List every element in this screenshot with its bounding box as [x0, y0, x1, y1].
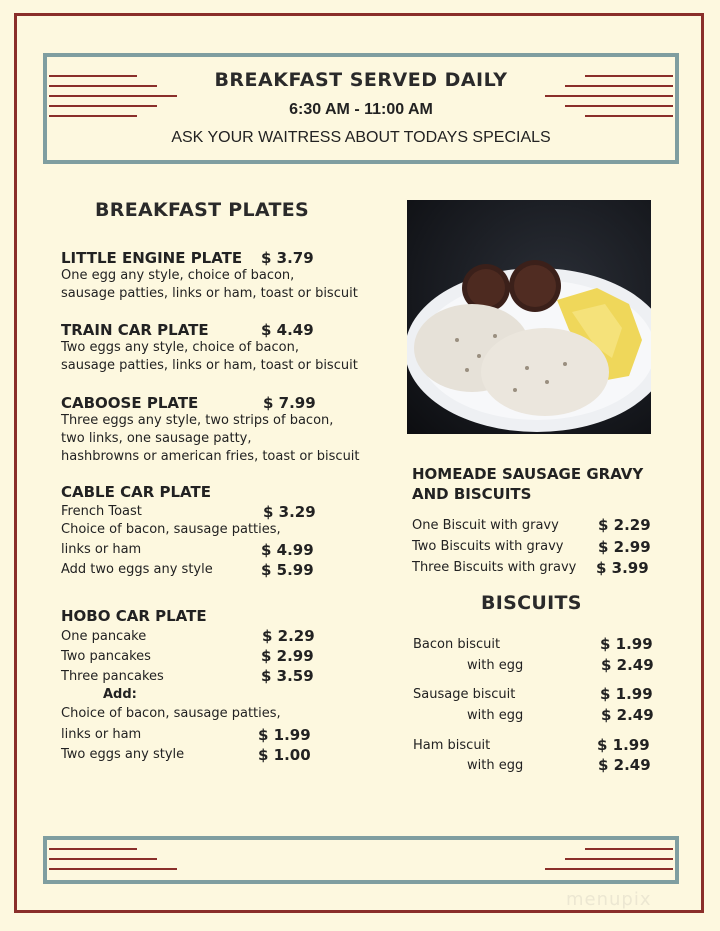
train-car-name: TRAIN CAR PLATE: [61, 321, 209, 339]
header-hours: 6:30 AM - 11:00 AM: [289, 101, 433, 118]
little-engine-desc-2: sausage patties, links or ham, toast or biscuit: [61, 286, 358, 301]
ham-biscuit-price: $ 1.99: [597, 736, 650, 754]
hobo-car-price-6: $ 1.00: [258, 746, 311, 764]
hobo-car-line-1: One pancake: [61, 629, 147, 644]
bacon-biscuit-label: Bacon biscuit: [413, 637, 501, 652]
food-photo-illustration: [407, 200, 651, 434]
hobo-car-price-5: $ 1.99: [258, 726, 311, 744]
cable-car-price-4: $ 5.99: [261, 561, 314, 579]
hobo-car-line-3: Three pancakes: [61, 669, 164, 684]
gravy-line-2: Two Biscuits with gravy: [412, 539, 564, 554]
train-car-price: $ 4.49: [261, 321, 314, 339]
breakfast-plates-title: BREAKFAST PLATES: [95, 199, 309, 221]
caboose-price: $ 7.99: [263, 394, 316, 412]
gravy-title-1: HOMEADE SAUSAGE GRAVY: [412, 465, 644, 483]
cable-car-price-1: $ 3.29: [263, 503, 316, 521]
hobo-car-line-6: Two eggs any style: [61, 747, 185, 762]
footer-lines-right: [545, 848, 673, 878]
food-photo: [407, 200, 651, 434]
sausage-biscuit-price: $ 1.99: [600, 685, 653, 703]
watermark: menupix: [566, 889, 652, 910]
caboose-desc-2: two links, one sausage patty,: [61, 431, 252, 446]
cable-car-name: CABLE CAR PLATE: [61, 483, 211, 501]
ham-biscuit-label: Ham biscuit: [413, 738, 491, 753]
gravy-price-3: $ 3.99: [596, 559, 649, 577]
gravy-price-1: $ 2.29: [598, 516, 651, 534]
caboose-desc-1: Three eggs any style, two strips of bacon,: [61, 413, 334, 428]
cable-car-line-2: Choice of bacon, sausage patties,: [61, 522, 281, 537]
little-engine-desc-1: One egg any style, choice of bacon,: [61, 268, 295, 283]
little-engine-price: $ 3.79: [261, 249, 314, 267]
header-banner: [43, 53, 679, 164]
cable-car-price-3: $ 4.99: [261, 541, 314, 559]
ham-biscuit-egg-price: $ 2.49: [598, 756, 651, 774]
hobo-car-price-1: $ 2.29: [262, 627, 315, 645]
footer-banner: [43, 836, 679, 884]
footer-lines-left: [49, 848, 177, 878]
train-car-desc-1: Two eggs any style, choice of bacon,: [61, 340, 299, 355]
sausage-biscuit-egg-label: with egg: [467, 708, 524, 723]
gravy-line-1: One Biscuit with gravy: [412, 518, 559, 533]
cable-car-line-3: links or ham: [61, 542, 142, 557]
hobo-car-price-3: $ 3.59: [261, 667, 314, 685]
hobo-car-line-2: Two pancakes: [61, 649, 151, 664]
cable-car-line-4: Add two eggs any style: [61, 562, 213, 577]
caboose-name: CABOOSE PLATE: [61, 394, 199, 412]
bacon-biscuit-egg-label: with egg: [467, 658, 524, 673]
biscuits-title: BISCUITS: [481, 592, 582, 614]
hobo-car-price-2: $ 2.99: [261, 647, 314, 665]
sausage-biscuit-label: Sausage biscuit: [413, 687, 516, 702]
caboose-desc-3: hashbrowns or american fries, toast or biscuit: [61, 449, 360, 464]
hobo-car-line-4: Choice of bacon, sausage patties,: [61, 706, 281, 721]
hobo-car-name: HOBO CAR PLATE: [61, 607, 207, 625]
gravy-line-3: Three Biscuits with gravy: [412, 560, 577, 575]
little-engine-name: LITTLE ENGINE PLATE: [61, 249, 243, 267]
ham-biscuit-egg-label: with egg: [467, 758, 524, 773]
gravy-title-2: AND BISCUITS: [412, 485, 532, 503]
bacon-biscuit-egg-price: $ 2.49: [601, 656, 654, 674]
gravy-price-2: $ 2.99: [598, 538, 651, 556]
cable-car-line-1: French Toast: [61, 504, 142, 519]
hobo-car-add-label: Add:: [103, 687, 137, 702]
hobo-car-line-5: links or ham: [61, 727, 142, 742]
sausage-biscuit-egg-price: $ 2.49: [601, 706, 654, 724]
train-car-desc-2: sausage patties, links or ham, toast or biscuit: [61, 358, 358, 373]
bacon-biscuit-price: $ 1.99: [600, 635, 653, 653]
header-specials: ASK YOUR WAITRESS ABOUT TODAYS SPECIALS: [171, 129, 551, 146]
header-title: BREAKFAST SERVED DAILY: [214, 69, 508, 91]
